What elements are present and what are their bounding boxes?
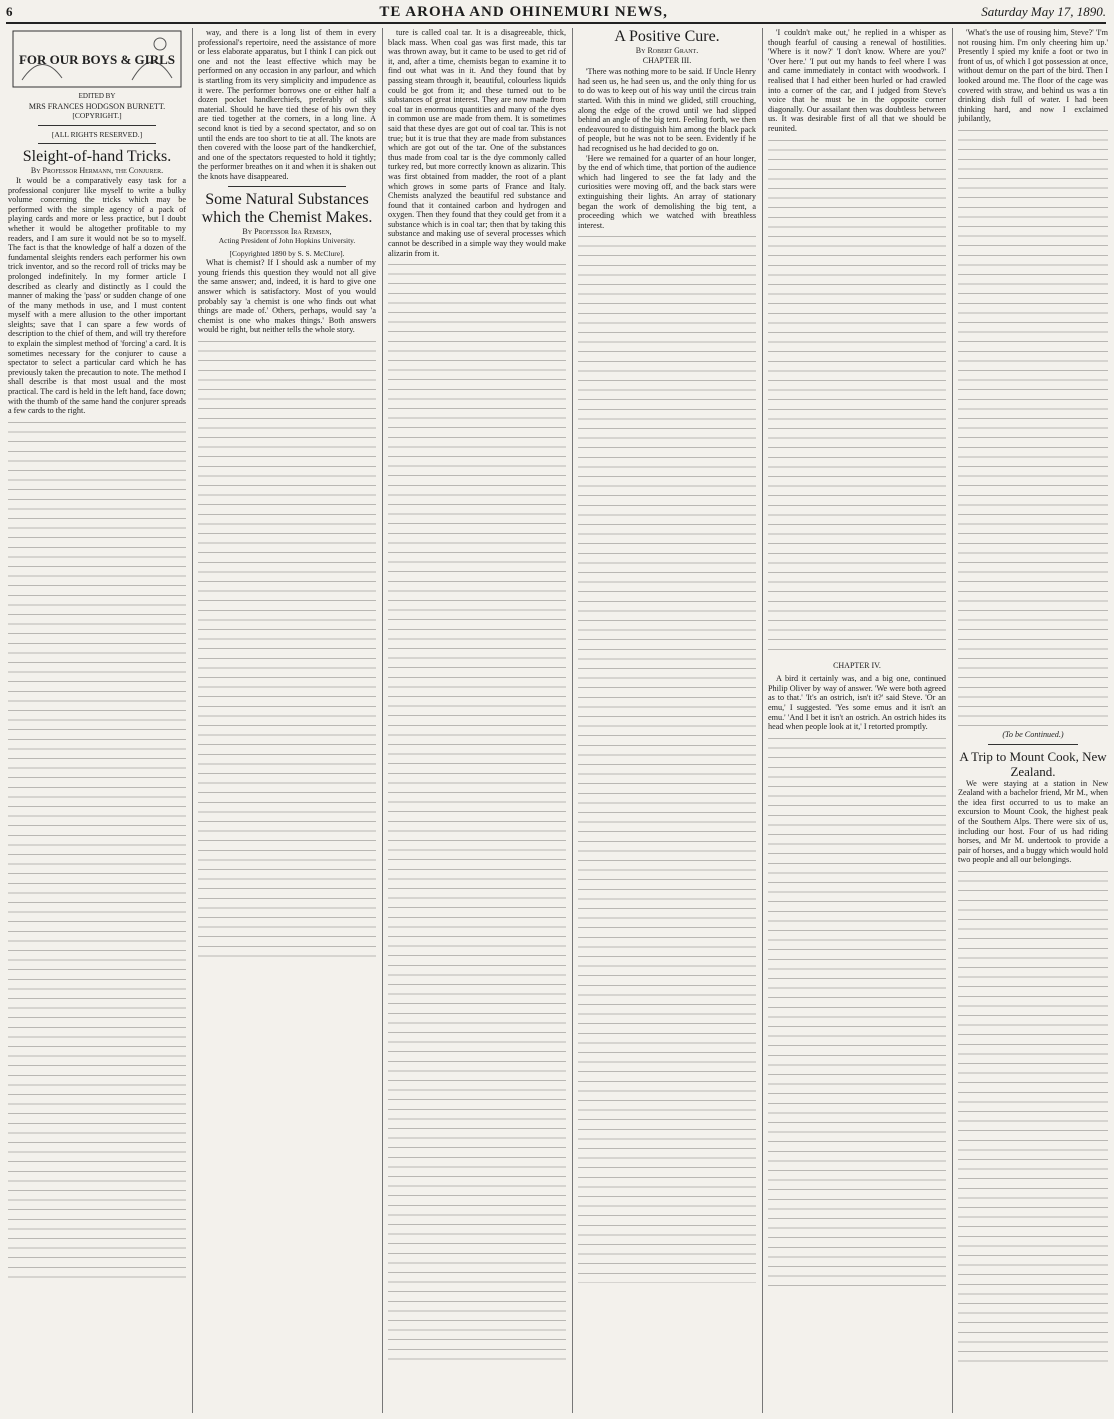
article-byline-chemist: By Professor Ira Remsen,	[242, 226, 332, 236]
article-copyright: [Copyrighted 1890 by S. S. McClure].	[229, 248, 345, 258]
logo-illustration	[12, 30, 182, 88]
column-text-continuation	[958, 127, 1108, 727]
column-rule	[192, 28, 193, 1413]
story-text-continued: 'Here we remained for a quarter of an hour longer, by the end of which time, that portion of the audience which had lingered to see the fat lady and the curiosities were moving off, and the back stars were extinguishing their lights. An array of stationary began the work of demolishing the big tent, a proceeding which we watched with breathless interest.	[578, 153, 756, 230]
story-text-chapter4: A bird it certainly was, and a big one, continued Philip Oliver by way of answer. 'We were both agreed as to that.' 'It's an ostrich, isn't it?' said Steve. 'Or an emu,' I suggested. 'Yes some emus and it isn't an emu.' 'And I bet it isn't an ostrich. An ostrich hides its head when people look at it,' I retorted promptly.	[768, 674, 946, 732]
article-byline-title: Acting President of John Hopkins University.	[218, 236, 356, 246]
divider	[228, 186, 346, 187]
article-title-sleight: Sleight-of-hand Tricks.	[22, 148, 172, 166]
story-text-col6: 'What's the use of rousing him, Steve?' 'I'm not rousing him. I'm only cheering him up.' Presently I spied my knife a foot or two in front of us, of which I got possession at once, without demur on the part of the bird. Then I looked around me. The floor of the cage was covered with straw, and behind us was a tin drinking dish full of water. I had been thinking hard, and now I exclaimed jubilantly,	[958, 28, 1108, 124]
article-text-coal-tar: ture is called coal tar. It is a disagreeable, thick, black mass. When coal gas was first made, this tar was thrown away, but it came to be used to get rid of it, and, after a time, chemists began to examine it to find out what was in it. And they found that by passing steam through it, beautiful, colourless liquids could be got from it; and these turned out to be substances of great interest. They are now made from coal tar in enormous quantities and many of the dyes in common use are made from them. It is sometimes said that these dyes are got out of coal tar. This is not true; but it is true that they are made from substances which are got out of the tar. One of the substances thus made from coal tar is the dye commonly called turkey red, but more correctly known as alizarin. This was first obtained from madder, the root of a plant which grows in some parts of France and Italy. Chemists analyzed the beautiful red substance and found that it contained carbon and hydrogen and oxygen. Then they found that they could get from it a substance which is in coal tar; then that by taking this substance and making use of several processes which cannot be described in a simple way they would make alizarin from it.	[388, 28, 566, 258]
column-4	[578, 28, 756, 1413]
column-text-continuation	[958, 868, 1108, 1368]
editor-name: MRS FRANCES HODGSON BURNETT.	[28, 101, 166, 111]
article-text-sleight: It would be a comparatively easy task for a professional conjurer like myself to write a bulky volume concerning the tricks which may be performed with the simple agency of a pack of playing cards and more or less practice, but I doubt whether it would be altogether profitable to my readers, and I am sure it would not be so to myself. The fact is that the knowledge of half a dozen of the fundamental sleights renders each performer his own trick inventor, and so the record roll of tricks may be prolonged indefinitely. In my former article I described as clearly and distinctly as I could the manner of making the 'pass' or sudden change of one of the many methods in use, and I must content myself with a mere allusion to the other important sleights; save that I can spare a few words of description to the chief of them, and will try therefore to explain the simplest method of 'forcing' a card. It is sometimes necessary for the conjurer to cause a spectator to select a particular card which he has previously taken the precaution to note. The method I shall describe is that most usual and the most practical. The card is held in the left hand, face down; with the thumb of the same hand the conjurer spreads a few cards to the right.	[8, 175, 186, 416]
column-rule	[762, 28, 763, 1413]
article-text-chemist: What is chemist? If I should ask a number of my young friends this question they would not all give the same answer; and, indeed, it is hard to give one answer which is satisfactory. Most of you would probably say 'a chemist is one who finds out what things are made of.' Others, perhaps, would say 'a chemist is one who makes things.' Both answers would be right, but neither tells the whole story.	[198, 258, 376, 335]
column-5	[768, 28, 946, 1413]
article-text-handkerchief: way, and there is a long list of them in every professional's repertoire, need the assistance of more or less elaborate apparatus, but I think I can pick out one and not the least effective which may be performed on any occasion in any parlour, and which is startling from its very simplicity and impudence as it were. The performer borrows one or either half a dozen pocket handkerchiefs, preferably of silk material. Should he have tied these of his own they are tied together at the corners, in a long line. A second knot is tied by a second spectator, and so on until the ends are too short to tie at all. The knots are then covered with the loose part of the handkerchief, and one of the spectators requested to hold it tightly; the performer breathes on it and when it is shaken out the knots have disappeared.	[198, 28, 376, 181]
column-text-continuation	[768, 137, 946, 657]
divider	[38, 125, 156, 126]
article-byline-sleight: By Professor Hermann, the Conjurer.	[30, 166, 164, 176]
article-text-mount-cook: We were staying at a station in New Zealand with a bachelor friend, Mr M., when the idea first occurred to us to make an excursion to Mount Cook, the highest peak of the Southern Alps. There were six of us, including our host. Four of us had riding horses, and Mr M. undertook to provide a pair of horses, and a buggy which would hold two people and all our belongings.	[958, 778, 1108, 865]
column-text-continuation	[8, 419, 186, 1279]
story-text: 'There was nothing more to be said. If Uncle Henry had seen us, he had seen us, and the only thing for us to do was to keep out of his way until the circus train started. With this in mind we glided, still crouching, along the edge of the crowd until we had slipped behind an angle of the big tent. Feeling forth, we then endeavoured to distinguish him among the black pack of people, but he was not to be seen. Evidently if he had recognised us he had decided to go on.	[578, 67, 756, 153]
page-number: 6	[6, 4, 13, 19]
column-rule	[952, 28, 953, 1413]
article-title-mount-cook: A Trip to Mount Cook, New Zealand.	[959, 748, 1107, 779]
column-text-continuation	[198, 338, 376, 958]
issue-date: Saturday May 17, 1890.	[981, 4, 1106, 19]
column-6	[958, 28, 1108, 1413]
column-1	[8, 28, 186, 1413]
newspaper-title: TE AROHA AND OHINEMURI NEWS,	[379, 3, 668, 20]
divider	[38, 143, 156, 144]
story-title: A Positive Cure.	[614, 28, 720, 45]
story-text-col5: 'I couldn't make out,' he replied in a whisper as though fearful of causing a renewal of hostilities. 'Where is it now?' 'I don't know. Where are you?' 'Over here.' 'I put out my hands to feel where I was and came immediately in contact with woodwork. I realised that I had either been hurled or had crawled into a corner of the car, and I judged from Steve's voice that he must be in the opposite corner diagonally. Our assailant then was doubtless between us. It was desirable first of all that we should be reunited.	[768, 28, 946, 133]
divider	[988, 744, 1078, 745]
to-be-continued: (To be Continued.)	[1002, 729, 1064, 739]
article-title-chemist: Some Natural Substances which the Chemist Makes.	[201, 190, 373, 226]
column-rule	[382, 28, 383, 1413]
column-text-continuation	[578, 233, 756, 1283]
column-text-continuation	[388, 261, 566, 1361]
column-rule	[572, 28, 573, 1413]
story-byline: By Robert Grant.	[635, 46, 699, 55]
column-text-continuation	[768, 735, 946, 1295]
chapter-heading-4: CHAPTER IV.	[833, 660, 881, 670]
rights-note: [ALL RIGHTS RESERVED.]	[51, 129, 143, 139]
chapter-heading: CHAPTER III.	[642, 55, 692, 65]
column-2	[198, 28, 376, 1413]
column-3	[388, 28, 566, 1413]
copyright-note: [COPYRIGHT.]	[72, 111, 122, 121]
boys-and-girls-logo	[12, 30, 182, 88]
edited-by-label: EDITED BY	[78, 92, 116, 100]
logo-text: FOR OUR BOYS & GIRLS	[18, 52, 176, 67]
masthead	[6, 2, 1106, 24]
